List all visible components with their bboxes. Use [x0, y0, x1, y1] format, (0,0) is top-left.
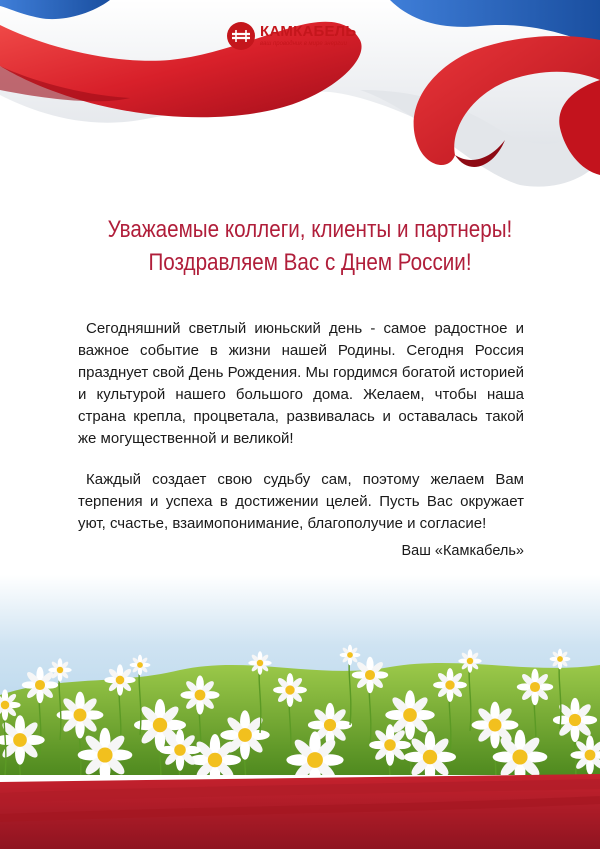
logo-name: КАМКАБЕЛЬ	[260, 23, 357, 40]
greeting-heading	[40, 213, 580, 279]
paragraph-1: Сегодняшний светлый июньский день - самое радостное и важное событие в жизни нашей Родины. Сегодня Россия празднует свой День Рождения. Мы гордимся богатой историей и культурой нашего большого дома. Желаем, чтобы наша страна крепла, процветала, развивалась и оставалась такой же могущественной и великой!	[78, 320, 524, 447]
footer-red-band	[0, 770, 600, 849]
paragraph-2: Каждый создает свою судьбу сам, поэтому желаем Вам терпения и успеха в достижении целей. Пусть Вас окружает уют, счастье, взаимопонимание, благополучие и согласие!	[78, 471, 524, 532]
logo-tagline: ваш проводник в мире энергии	[260, 41, 347, 47]
heading-line-1: Уважаемые коллеги, клиенты и партнеры!	[107, 216, 513, 243]
signature: Ваш «Камкабель»	[401, 543, 524, 559]
chamomile-meadow	[0, 575, 600, 775]
letter-body	[78, 318, 524, 535]
company-logo	[226, 20, 386, 52]
logo-emblem-icon	[226, 21, 256, 51]
heading-line-2: Поздравляем Вас с Днем России!	[148, 249, 472, 276]
